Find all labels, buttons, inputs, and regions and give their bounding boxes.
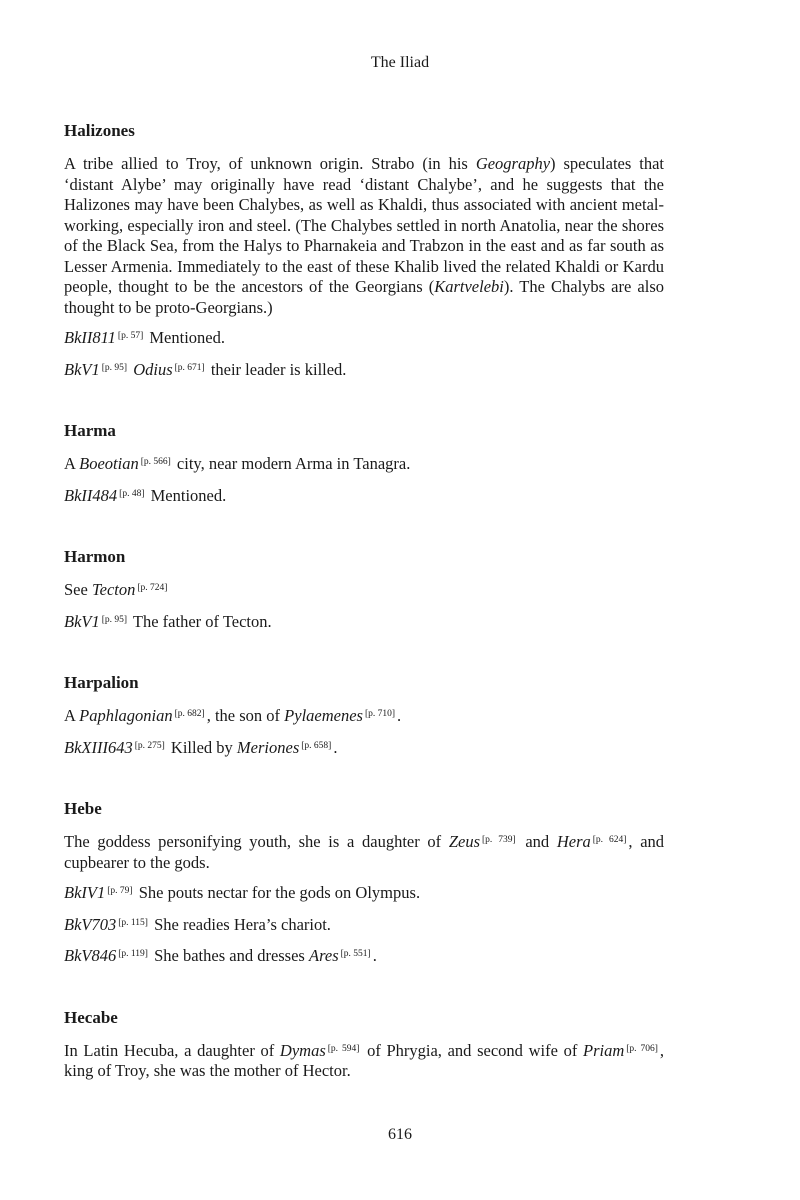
citation-text: . [372,946,377,965]
page-ref: [p. 48] [119,488,145,499]
citation-text: The father of Tecton. [129,611,272,631]
cross-ref-link[interactable]: Pylaemenes [284,706,363,725]
page-ref: [p. 79] [107,886,133,896]
page-ref: [p. 724] [137,583,168,593]
page-ref: [p. 739] [482,835,516,845]
citation [64,915,664,936]
cross-ref-link[interactable]: Paphlagonian [79,706,173,725]
citation-text: She bathes and dresses [149,946,309,965]
citation [64,738,664,759]
text: A tribe allied to Troy, of unknown origin. Strabo (in his [64,154,476,173]
cross-ref-link[interactable]: Zeus [448,832,480,851]
entry-description [64,832,664,873]
page-ref: [p. 551] [340,949,371,959]
page-ref: [p. 95] [101,614,128,625]
citation [64,486,664,507]
citation [64,612,664,633]
page-ref: [p. 119] [118,949,148,959]
text: , the son of [206,706,285,725]
text: and [517,832,557,851]
entry-harma [64,420,664,506]
citation-text: She readies Hera’s chariot. [149,914,331,934]
page-number: 616 [388,1126,412,1143]
page-ref: [p. 658] [301,740,332,751]
book-link[interactable]: BkIV1 [64,883,106,902]
citation-text: their leader is killed. [206,359,347,379]
page-ref: [p. 594] [327,1043,360,1054]
citation [64,883,664,904]
text: of Phrygia, and second wife of [361,1040,584,1060]
text: In Latin Hecuba, a daughter of [64,1040,280,1060]
cross-ref-link[interactable]: Boeotian [79,454,139,473]
entry-description [64,154,664,318]
text: A [64,454,80,473]
text: , and cupbearer to the gods. [64,832,665,872]
page-ref: [p. 682] [174,709,205,719]
text: . [397,706,402,725]
cross-ref-link[interactable]: Hera [556,832,591,851]
book-link[interactable]: BkV703 [64,914,117,934]
book-link[interactable]: BkV1 [64,359,100,379]
citation [64,360,664,381]
book-link[interactable]: BkV846 [64,946,117,965]
text: The goddess personifying youth, she is a daughter of [64,832,449,851]
page-ref: [p. 624] [592,835,627,845]
text: A [64,706,80,725]
text: ). The Chalybs are also thought to be proto-Georgians.) [64,277,664,317]
book-link[interactable]: BkII811 [64,328,116,347]
entry-title: Halizones [64,121,135,140]
entry-description [64,454,664,475]
entry-halizones [64,120,664,380]
entry-title: Hebe [64,799,102,818]
book-link[interactable]: BkV1 [64,611,100,631]
page-ref: [p. 671] [174,362,205,373]
entry-description [64,1041,664,1082]
cross-ref-link[interactable]: Ares [308,946,339,965]
text: See [64,580,92,599]
running-head: The Iliad [370,54,430,71]
work-title: Geography [475,154,551,173]
page-ref: [p. 275] [134,740,165,751]
page-ref: [p. 710] [364,709,396,719]
citation-text: . [333,737,338,757]
entry-hebe [64,798,664,967]
foreign-term: Kartvelebi [434,277,504,296]
text: city, near modern Arma in Tanagra. [172,454,411,473]
citation-text: Killed by [166,737,237,757]
entry-harpalion [64,672,664,758]
citation-text: Mentioned. [146,485,227,505]
page-ref: [p. 57] [117,331,144,341]
text: ) speculates that ‘distant Alybe’ may originally have read ‘distant Chalybe’, and he suggests that the Halizones may have been Chalybes, as well as Khaldi, thus associated with ancient metal-working, especially iron and steel. (The Chalybes settled in north Anatolia, near the shores of the Black Sea, from the Halys to Pharnakeia and Trabzon in the east and as far south as Lesser Armenia. Immediately to the east of these Khalib lived the related Khaldi or Kardu people, thought to be the ancestors of the Georgians ( [64,154,664,296]
book-link[interactable]: BkXIII643 [64,737,133,757]
citation [64,946,664,967]
page-ref: [p. 566] [140,457,171,467]
entry-title: Harma [64,421,116,440]
entry-description [64,580,664,601]
entry-hecabe [64,1007,664,1082]
entry-title: Harpalion [64,673,139,692]
page-body [64,120,664,1092]
book-link[interactable]: BkII484 [64,485,118,505]
entry-title: Harmon [64,547,126,566]
text: , king of Troy, she was the mother of Hector. [64,1040,665,1080]
cross-ref-link[interactable]: Dymas [279,1040,326,1060]
cross-ref-link[interactable]: Odius [133,359,173,379]
cross-ref-link[interactable]: Meriones [236,737,300,757]
citation-text: Mentioned. [145,328,225,347]
citation [64,328,664,349]
page-ref: [p. 115] [118,917,148,928]
page-ref: [p. 95] [101,362,128,373]
cross-ref-link[interactable]: Priam [583,1040,625,1060]
entry-description [64,706,664,727]
cross-ref-link[interactable]: Tecton [91,580,136,599]
citation-text: She pouts nectar for the gods on Olympus. [134,883,421,902]
page-ref: [p. 706] [626,1043,658,1054]
entry-title: Hecabe [64,1007,118,1027]
entry-harmon [64,546,664,632]
